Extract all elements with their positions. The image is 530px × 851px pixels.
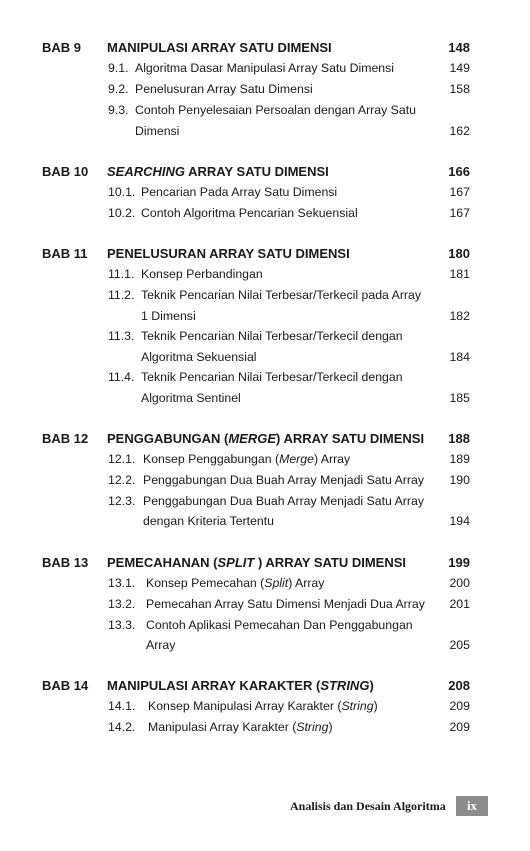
- chapter-number: BAB 14: [42, 678, 89, 693]
- section-number: 9.3.: [108, 103, 129, 117]
- chapter-title-italic: SPLIT: [217, 555, 255, 570]
- section-title: Algoritma Dasar Manipulasi Array Satu Dimensi: [135, 61, 395, 75]
- chapter-page: 166: [448, 164, 470, 179]
- section-title: Contoh Aplikasi Pemecahan Dan Penggabungan: [146, 618, 413, 632]
- section-page: 194: [449, 514, 470, 528]
- section-number: 13.2.: [108, 597, 136, 611]
- section-title-italic: String: [296, 720, 329, 734]
- section-page: 162: [449, 124, 470, 138]
- section-title-line2: Dimensi: [135, 124, 180, 138]
- section-title: Penelusuran Array Satu Dimensi: [135, 82, 313, 96]
- section-page: 190: [449, 473, 470, 487]
- section-number: 14.2.: [108, 720, 136, 734]
- section-number: 10.1.: [108, 185, 136, 199]
- section-number: 12.2.: [108, 473, 136, 487]
- section-title: Pencarian Pada Array Satu Dimensi: [141, 185, 338, 199]
- section-number: 12.1.: [108, 452, 136, 466]
- section-page: 201: [449, 597, 470, 611]
- section-page: 182: [449, 309, 470, 323]
- section-number: 14.1.: [108, 699, 136, 713]
- section-title: Konsep Perbandingan: [141, 267, 263, 281]
- chapter-page: 148: [448, 40, 470, 55]
- chapter-heading: [0, 676, 530, 696]
- section-title-line2: 1 Dimensi: [141, 309, 196, 323]
- chapter-heading: [0, 429, 530, 449]
- footer-page-number: ix: [456, 796, 488, 816]
- section-number: 13.3.: [108, 618, 136, 632]
- section-page: 167: [449, 185, 470, 199]
- section-number: 9.2.: [108, 82, 129, 96]
- section-number: 11.2.: [108, 288, 135, 302]
- section-number: 11.3.: [108, 329, 135, 343]
- chapter-title: PEMECAHANAN (SPLIT ) ARRAY SATU DIMENSI: [107, 555, 407, 570]
- section-title-line2: Algoritma Sekuensial: [141, 350, 257, 364]
- chapter-heading: [0, 38, 530, 58]
- section-page: 149: [449, 61, 470, 75]
- chapter-title: MANIPULASI ARRAY KARAKTER (STRING): [107, 678, 374, 693]
- section-page: 209: [449, 699, 470, 713]
- chapter-number: BAB 12: [42, 431, 89, 446]
- chapter-page: 199: [448, 555, 470, 570]
- section-page: 184: [449, 350, 470, 364]
- section-title: Konsep Manipulasi Array Karakter (String): [148, 699, 378, 713]
- section-title: Konsep Penggabungan (Merge) Array: [143, 452, 351, 466]
- section-page: 158: [449, 82, 470, 96]
- chapter-heading: [0, 553, 530, 573]
- section-title: Teknik Pencarian Nilai Terbesar/Terkecil dengan: [141, 329, 403, 343]
- section-title: Pemecahan Array Satu Dimensi Menjadi Dua Array: [146, 597, 425, 611]
- section-page: 189: [449, 452, 470, 466]
- section-title-line2: dengan Kriteria Tertentu: [143, 514, 275, 528]
- section-page: 209: [449, 720, 470, 734]
- chapter-page: 180: [448, 246, 470, 261]
- chapter-title: PENELUSURAN ARRAY SATU DIMENSI: [107, 246, 350, 261]
- section-page: 200: [449, 576, 470, 590]
- section-title-italic: Merge: [279, 452, 314, 466]
- section-page: 185: [449, 391, 470, 405]
- section-title: Konsep Pemecahan (Split) Array: [146, 576, 325, 590]
- section-title-line2: Array: [146, 638, 176, 652]
- footer-book-title: Analisis dan Desain Algoritma: [290, 799, 446, 813]
- chapter-title-italic: STRING: [320, 678, 370, 693]
- chapter-number: BAB 10: [42, 164, 89, 179]
- chapter-title-italic: SEARCHING: [107, 164, 186, 179]
- section-page: 205: [449, 638, 470, 652]
- section-title: Teknik Pencarian Nilai Terbesar/Terkecil pada Array: [141, 288, 421, 302]
- section-title-italic: Split: [264, 576, 289, 590]
- chapter-number: BAB 13: [42, 555, 89, 570]
- chapter-heading: [0, 244, 530, 264]
- section-page: 167: [449, 206, 470, 220]
- chapter-page: 188: [448, 431, 470, 446]
- section-title: Teknik Pencarian Nilai Terbesar/Terkecil dengan: [141, 370, 403, 384]
- chapter-title: MANIPULASI ARRAY SATU DIMENSI: [107, 40, 332, 55]
- section-title-line2: Algoritma Sentinel: [141, 391, 241, 405]
- chapter-title-italic: MERGE: [228, 431, 277, 446]
- section-title: Penggabungan Dua Buah Array Menjadi Satu Array: [143, 494, 424, 508]
- section-number: 11.1.: [108, 267, 135, 281]
- section-title: Penggabungan Dua Buah Array Menjadi Satu Array: [143, 473, 424, 487]
- chapter-title: SEARCHING ARRAY SATU DIMENSI: [107, 164, 329, 179]
- chapter-number: BAB 9: [42, 40, 82, 55]
- section-title-italic: String: [341, 699, 374, 713]
- section-title: Contoh Algoritma Pencarian Sekuensial: [141, 206, 358, 220]
- section-number: 11.4.: [108, 370, 135, 384]
- section-number: 13.1.: [108, 576, 136, 590]
- chapter-page: 208: [448, 678, 470, 693]
- section-number: 12.3.: [108, 494, 136, 508]
- chapter-number: BAB 11: [42, 246, 88, 261]
- chapter-title: PENGGABUNGAN (MERGE) ARRAY SATU DIMENSI: [107, 431, 425, 446]
- section-page: 181: [449, 267, 470, 281]
- section-title: Manipulasi Array Karakter (String): [148, 720, 333, 734]
- section-number: 9.1.: [108, 61, 129, 75]
- section-number: 10.2.: [108, 206, 136, 220]
- chapter-heading: [0, 162, 530, 182]
- section-title: Contoh Penyelesaian Persoalan dengan Array Satu: [135, 103, 416, 117]
